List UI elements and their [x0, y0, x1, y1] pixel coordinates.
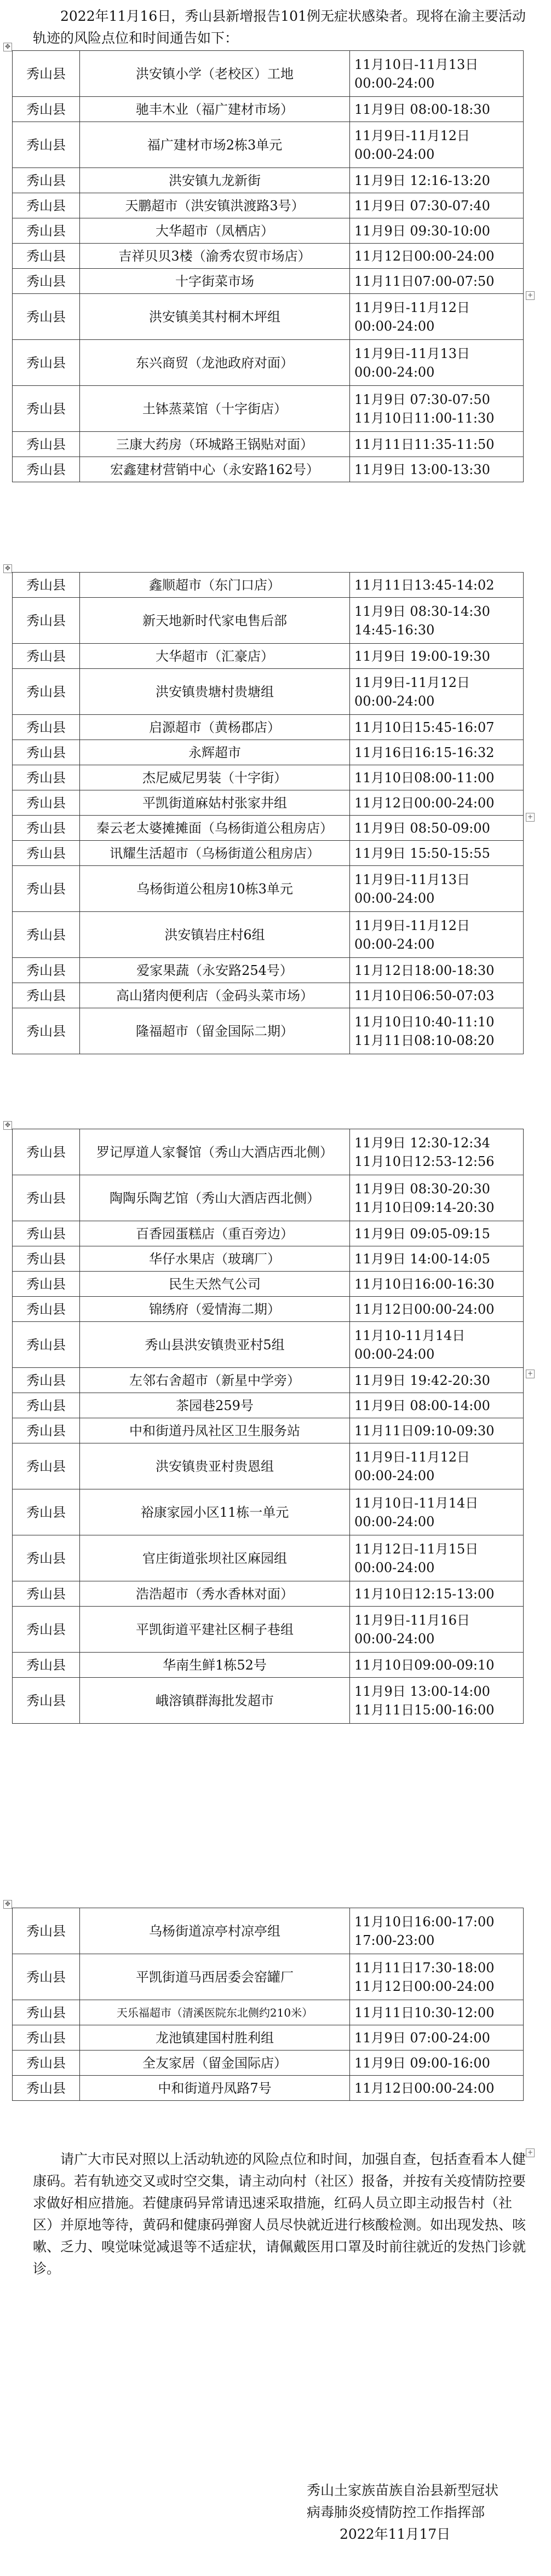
county-cell: 秀山县	[13, 2000, 80, 2025]
place-cell: 讯耀生活超市（乌杨街道公租房店）	[80, 841, 350, 866]
table-row	[13, 841, 524, 866]
time-line: 11月12日00:00-24:00	[354, 1301, 495, 1317]
table-row	[13, 2025, 524, 2051]
county-cell: 秀山县	[13, 1489, 80, 1535]
county-cell: 秀山县	[13, 598, 80, 644]
county-cell: 秀山县	[13, 432, 80, 457]
county-cell: 秀山县	[13, 1607, 80, 1653]
time-line: 11月10日16:00-17:00	[354, 1914, 495, 1930]
table-row	[13, 573, 524, 598]
county-cell: 秀山县	[13, 294, 80, 340]
place-cell: 裕康家园小区11栋一单元	[80, 1489, 350, 1535]
time-line: 11月9日 09:05-09:15	[354, 1226, 490, 1241]
time-line: 11月9日-11月12日	[354, 1449, 470, 1465]
risk-table-2	[12, 572, 524, 1054]
place-cell: 大华超市（凤栖店）	[80, 218, 350, 244]
table-row	[13, 168, 524, 193]
notice-paragraph: 请广大市民对照以上活动轨迹的风险点位和时间，加强自查，包括查看本人健康码。若有轨迹交叉或时空交集，请主动向村（社区）报备，并按有关疫情防控要求做好相应措施。若健康码异常请迅速采取措施，红码人员立即主动报告村（社区）并原地等待，黄码和健康码弹窗人员尽快就近进行核酸检测。如出现发热、咳嗽、乏力、嗅觉味觉减退等不适症状，请佩戴医用口罩及时前往就近的发热门诊就诊。	[33, 2151, 526, 2277]
time-line: 00:00-24:00	[354, 318, 435, 334]
county-cell: 秀山县	[13, 1954, 80, 2000]
place-cell: 福广建材市场2栋3单元	[80, 122, 350, 168]
place-cell: 高山猪肉便利店（金码头菜市场）	[80, 983, 350, 1008]
county-cell: 秀山县	[13, 983, 80, 1008]
county-cell: 秀山县	[13, 958, 80, 983]
table-row	[13, 1418, 524, 1443]
time-line: 11月10日16:00-16:30	[354, 1276, 495, 1292]
county-cell: 秀山县	[13, 790, 80, 816]
place-cell: 杰尼威尼男装（十字街）	[80, 765, 350, 790]
time-line: 00:00-24:00	[354, 936, 435, 952]
time-cell	[350, 1908, 524, 1954]
time-line: 11月9日-11月12日	[354, 674, 470, 690]
table-row	[13, 912, 524, 958]
county-cell: 秀山县	[13, 386, 80, 432]
time-line: 00:00-24:00	[354, 364, 435, 380]
county-cell: 秀山县	[13, 97, 80, 122]
county-cell: 秀山县	[13, 573, 80, 598]
time-line: 11月9日-11月13日	[354, 871, 470, 887]
time-cell	[350, 1175, 524, 1221]
county-cell: 秀山县	[13, 193, 80, 218]
place-cell: 全友家居（留金国际店）	[80, 2051, 350, 2076]
place-cell: 乌杨街道公租房10栋3单元	[80, 866, 350, 912]
time-line: 11月11日07:00-07:50	[354, 273, 495, 289]
time-cell	[350, 1221, 524, 1246]
time-cell	[350, 983, 524, 1008]
place-cell: 启源超市（黄杨郡店）	[80, 715, 350, 740]
time-cell	[350, 1297, 524, 1322]
county-cell: 秀山县	[13, 1175, 80, 1221]
table-row	[13, 97, 524, 122]
place-cell: 宏鑫建材营销中心（永安路162号）	[80, 457, 350, 482]
time-line: 11月9日 15:50-15:55	[354, 845, 490, 861]
county-cell: 秀山县	[13, 340, 80, 386]
time-line: 11月12日00:00-24:00	[354, 2080, 495, 2096]
time-line: 11月12日-11月15日	[354, 1541, 479, 1557]
county-cell: 秀山县	[13, 1653, 80, 1678]
table-row	[13, 1443, 524, 1489]
risk-table-4	[12, 1908, 524, 2101]
time-line: 11月10日08:00-11:00	[354, 770, 495, 785]
time-line: 11月9日-11月12日	[354, 128, 470, 143]
time-cell	[350, 2025, 524, 2051]
county-cell: 秀山县	[13, 740, 80, 765]
time-cell	[350, 1653, 524, 1678]
table-row	[13, 269, 524, 294]
time-line: 14:45-16:30	[354, 622, 435, 638]
place-cell: 百香园蛋糕店（重百旁边）	[80, 1221, 350, 1246]
table-add-handle-icon[interactable]: +	[526, 813, 535, 822]
time-line: 11月9日 14:00-14:05	[354, 1251, 490, 1267]
county-cell: 秀山县	[13, 1272, 80, 1297]
time-line: 11月9日-11月16日	[354, 1612, 470, 1628]
table-add-handle-icon[interactable]: +	[526, 2148, 535, 2157]
table-row	[13, 669, 524, 715]
county-cell: 秀山县	[13, 1297, 80, 1322]
place-cell: 峨溶镇群海批发超市	[80, 1678, 350, 1724]
time-cell	[350, 1393, 524, 1418]
time-line: 11月11日15:00-16:00	[354, 1702, 495, 1718]
county-cell: 秀山县	[13, 669, 80, 715]
time-cell	[350, 1246, 524, 1272]
table-row	[13, 1678, 524, 1724]
time-line: 11月9日 09:00-16:00	[354, 2055, 490, 2071]
time-line: 11月9日 12:16-13:20	[354, 172, 490, 188]
time-cell	[350, 1581, 524, 1607]
time-line: 11月9日 19:42-20:30	[354, 1372, 490, 1388]
place-cell: 吉祥贝贝3楼（渝秀农贸市场店）	[80, 244, 350, 269]
time-line: 11月9日 12:30-12:34	[354, 1135, 490, 1151]
time-line: 11月10日10:40-11:10	[354, 1014, 495, 1030]
place-cell: 陶陶乐陶艺馆（秀山大酒店西北侧）	[80, 1175, 350, 1221]
time-line: 11月10日12:53-12:56	[354, 1153, 495, 1169]
table-move-handle-icon[interactable]: ✥	[3, 1121, 12, 1130]
table-row	[13, 51, 524, 97]
place-cell: 平凯街道麻姑村张家井组	[80, 790, 350, 816]
place-cell: 洪安镇小学（老校区）工地	[80, 51, 350, 97]
place-cell: 洪安镇贵亚村贵恩组	[80, 1443, 350, 1489]
table-row	[13, 340, 524, 386]
time-cell	[350, 1954, 524, 2000]
time-line: 11月9日 09:30-10:00	[354, 223, 490, 239]
table-row	[13, 644, 524, 669]
table-row	[13, 218, 524, 244]
place-cell: 洪安镇美其村桐木坪组	[80, 294, 350, 340]
table-row	[13, 2076, 524, 2101]
time-line: 11月10-11月14日	[354, 1327, 466, 1343]
place-cell: 罗记厚道人家餐馆（秀山大酒店西北侧）	[80, 1129, 350, 1175]
table-row	[13, 1607, 524, 1653]
time-cell	[350, 1535, 524, 1581]
time-line: 11月9日 19:00-19:30	[354, 648, 490, 664]
time-line: 11月11日13:45-14:02	[354, 577, 495, 593]
place-cell: 三康大药房（环城路王锅贴对面）	[80, 432, 350, 457]
time-line: 11月9日 07:00-24:00	[354, 2030, 490, 2046]
table-row	[13, 2051, 524, 2076]
place-cell: 鑫顺超市（东门口店）	[80, 573, 350, 598]
table-row	[13, 765, 524, 790]
time-cell	[350, 573, 524, 598]
time-line: 00:00-24:00	[354, 1631, 435, 1647]
county-cell: 秀山县	[13, 2025, 80, 2051]
time-cell	[350, 1678, 524, 1724]
time-cell	[350, 122, 524, 168]
table-row	[13, 1129, 524, 1175]
time-cell	[350, 598, 524, 644]
place-cell: 平凯街道平建社区桐子巷组	[80, 1607, 350, 1653]
county-cell: 秀山县	[13, 1322, 80, 1368]
signature-line-1: 秀山土家族苗族自治县新型冠状	[307, 2482, 499, 2498]
time-cell	[350, 244, 524, 269]
county-cell: 秀山县	[13, 765, 80, 790]
table-row	[13, 715, 524, 740]
county-cell: 秀山县	[13, 912, 80, 958]
county-cell: 秀山县	[13, 1129, 80, 1175]
time-line: 11月12日00:00-24:00	[354, 248, 495, 264]
time-cell	[350, 1607, 524, 1653]
county-cell: 秀山县	[13, 1581, 80, 1607]
time-cell	[350, 841, 524, 866]
county-cell: 秀山县	[13, 2076, 80, 2101]
time-line: 11月9日 07:30-07:50	[354, 391, 490, 407]
time-line: 11月10日11:00-11:30	[354, 410, 495, 426]
time-cell	[350, 912, 524, 958]
time-cell	[350, 432, 524, 457]
time-cell	[350, 1129, 524, 1175]
time-cell	[350, 790, 524, 816]
time-line: 11月9日 08:50-09:00	[354, 820, 490, 836]
place-cell: 天乐福超市（清溪医院东北侧约210米）	[80, 2000, 350, 2025]
table-add-handle-icon[interactable]: +	[526, 291, 535, 300]
county-cell: 秀山县	[13, 122, 80, 168]
place-cell: 龙池镇建国村胜利组	[80, 2025, 350, 2051]
time-cell	[350, 2076, 524, 2101]
place-cell: 中和街道丹凤社区卫生服务站	[80, 1418, 350, 1443]
table-row	[13, 294, 524, 340]
table-row	[13, 1246, 524, 1272]
place-cell: 隆福超市（留金国际二期）	[80, 1008, 350, 1054]
table-row	[13, 1221, 524, 1246]
time-line: 11月9日-11月12日	[354, 917, 470, 933]
signature-line-2: 病毒肺炎疫情防控工作指挥部	[307, 2504, 485, 2520]
time-cell	[350, 1443, 524, 1489]
time-line: 11月11日17:30-18:00	[354, 1960, 495, 1976]
place-cell: 新天地新时代家电售后部	[80, 598, 350, 644]
time-cell	[350, 269, 524, 294]
county-cell: 秀山县	[13, 1418, 80, 1443]
county-cell: 秀山县	[13, 644, 80, 669]
time-cell	[350, 457, 524, 482]
table-row	[13, 432, 524, 457]
place-cell: 华南生鲜1栋52号	[80, 1653, 350, 1678]
time-cell	[350, 1418, 524, 1443]
signature-date: 2022年11月17日	[340, 2526, 451, 2542]
signature-block	[307, 2480, 537, 2545]
table-row	[13, 193, 524, 218]
county-cell: 秀山县	[13, 1246, 80, 1272]
table-row	[13, 598, 524, 644]
place-cell: 中和街道丹凤路7号	[80, 2076, 350, 2101]
time-cell	[350, 218, 524, 244]
time-cell	[350, 51, 524, 97]
time-line: 11月10日09:00-09:10	[354, 1657, 495, 1673]
county-cell: 秀山县	[13, 457, 80, 482]
county-cell: 秀山县	[13, 715, 80, 740]
time-cell	[350, 386, 524, 432]
time-cell	[350, 97, 524, 122]
time-line: 11月9日-11月12日	[354, 299, 470, 315]
place-cell: 锦绣府（爱情海二期）	[80, 1297, 350, 1322]
time-cell	[350, 1322, 524, 1368]
county-cell: 秀山县	[13, 816, 80, 841]
table-row	[13, 1489, 524, 1535]
time-cell	[350, 740, 524, 765]
time-cell	[350, 2000, 524, 2025]
time-cell	[350, 715, 524, 740]
place-cell: 土钵蒸菜馆（十字街店）	[80, 386, 350, 432]
table-row	[13, 1175, 524, 1221]
time-cell	[350, 1368, 524, 1393]
place-cell: 茶园巷259号	[80, 1393, 350, 1418]
county-cell: 秀山县	[13, 269, 80, 294]
time-cell	[350, 958, 524, 983]
time-cell	[350, 1008, 524, 1054]
time-cell	[350, 644, 524, 669]
table-row	[13, 983, 524, 1008]
table-row	[13, 740, 524, 765]
county-cell: 秀山县	[13, 1443, 80, 1489]
county-cell: 秀山县	[13, 866, 80, 912]
table-row	[13, 1954, 524, 2000]
table-row	[13, 1393, 524, 1418]
table-row	[13, 1535, 524, 1581]
county-cell: 秀山县	[13, 1221, 80, 1246]
table-row	[13, 958, 524, 983]
time-line: 11月10日06:50-07:03	[354, 987, 495, 1003]
table-move-handle-icon[interactable]: ✥	[3, 564, 12, 573]
place-cell: 天鹏超市（洪安镇洪渡路3号）	[80, 193, 350, 218]
table-move-handle-icon[interactable]: ✥	[3, 1900, 12, 1909]
time-cell	[350, 816, 524, 841]
county-cell: 秀山县	[13, 841, 80, 866]
time-cell	[350, 2051, 524, 2076]
county-cell: 秀山县	[13, 2051, 80, 2076]
table-row	[13, 1368, 524, 1393]
place-cell: 秦云老太婆摊摊面（乌杨街道公租房店）	[80, 816, 350, 841]
table-row	[13, 866, 524, 912]
time-line: 11月11日10:30-12:00	[354, 2005, 495, 2020]
place-cell: 洪安镇贵塘村贵塘组	[80, 669, 350, 715]
time-line: 11月9日 07:30-07:40	[354, 198, 490, 213]
time-line: 11月9日-11月13日	[354, 345, 470, 361]
time-cell	[350, 193, 524, 218]
time-line: 11月11日11:35-11:50	[354, 436, 495, 452]
table-row	[13, 1008, 524, 1054]
table-row	[13, 244, 524, 269]
time-line: 11月9日 13:00-14:00	[354, 1683, 490, 1699]
place-cell: 洪安镇岩庄村6组	[80, 912, 350, 958]
county-cell: 秀山县	[13, 1008, 80, 1054]
county-cell: 秀山县	[13, 1368, 80, 1393]
table-row	[13, 1322, 524, 1368]
time-line: 00:00-24:00	[354, 1560, 435, 1575]
time-line: 11月9日 08:30-20:30	[354, 1181, 490, 1197]
time-line: 00:00-24:00	[354, 146, 435, 162]
time-line: 00:00-24:00	[354, 75, 435, 91]
time-cell	[350, 765, 524, 790]
county-cell: 秀山县	[13, 244, 80, 269]
place-cell: 洪安镇九龙新街	[80, 168, 350, 193]
time-line: 00:00-24:00	[354, 1514, 435, 1529]
time-line: 11月12日00:00-24:00	[354, 795, 495, 811]
place-cell: 浩浩超市（秀水香林对面）	[80, 1581, 350, 1607]
place-cell: 华仔水果店（玻璃厂）	[80, 1246, 350, 1272]
time-line: 00:00-24:00	[354, 1468, 435, 1483]
place-cell: 东兴商贸（龙池政府对面）	[80, 340, 350, 386]
time-cell	[350, 866, 524, 912]
time-line: 11月10日12:15-13:00	[354, 1586, 495, 1602]
time-line: 00:00-24:00	[354, 1346, 435, 1362]
county-cell: 秀山县	[13, 1908, 80, 1954]
time-line: 11月12日18:00-18:30	[354, 962, 495, 978]
place-cell: 秀山县洪安镇贵亚村5组	[80, 1322, 350, 1368]
time-line: 11月9日 08:00-14:00	[354, 1397, 490, 1413]
table-row	[13, 816, 524, 841]
time-line: 11月9日 08:30-14:30	[354, 603, 490, 619]
time-line: 11月10日-11月13日	[354, 56, 479, 72]
place-cell: 永辉超市	[80, 740, 350, 765]
risk-table-3	[12, 1129, 524, 1724]
table-row	[13, 2000, 524, 2025]
place-cell: 十字街菜市场	[80, 269, 350, 294]
county-cell: 秀山县	[13, 168, 80, 193]
place-cell: 左邻右舍超市（新星中学旁）	[80, 1368, 350, 1393]
time-line: 11月9日 08:00-18:30	[354, 101, 490, 117]
time-line: 17:00-23:00	[354, 1932, 435, 1948]
time-cell	[350, 340, 524, 386]
time-line: 11月9日 13:00-13:30	[354, 461, 490, 477]
county-cell: 秀山县	[13, 218, 80, 244]
time-cell	[350, 669, 524, 715]
table-move-handle-icon[interactable]: ✥	[3, 43, 12, 51]
time-line: 11月11日09:10-09:30	[354, 1423, 495, 1439]
time-line: 11月10日09:14-20:30	[354, 1199, 495, 1215]
county-cell: 秀山县	[13, 1393, 80, 1418]
time-line: 11月11日08:10-08:20	[354, 1032, 495, 1048]
place-cell: 官庄街道张坝社区麻园组	[80, 1535, 350, 1581]
place-cell: 爱家果蔬（永安路254号）	[80, 958, 350, 983]
place-cell: 驰丰木业（福广建材市场）	[80, 97, 350, 122]
risk-table-1	[12, 50, 524, 482]
table-row	[13, 1581, 524, 1607]
time-cell	[350, 1489, 524, 1535]
table-row	[13, 457, 524, 482]
table-row	[13, 122, 524, 168]
time-line: 11月16日16:15-16:32	[354, 744, 495, 760]
table-add-handle-icon[interactable]: +	[526, 1370, 535, 1378]
table-row	[13, 1297, 524, 1322]
table-row	[13, 1653, 524, 1678]
time-line: 11月12日00:00-24:00	[354, 1978, 495, 1994]
place-cell: 平凯街道马西居委会窑罐厂	[80, 1954, 350, 2000]
time-cell	[350, 168, 524, 193]
place-cell: 民生天然气公司	[80, 1272, 350, 1297]
time-line: 11月10日-11月14日	[354, 1495, 479, 1511]
table-row	[13, 1908, 524, 1954]
county-cell: 秀山县	[13, 51, 80, 97]
place-cell: 乌杨街道凉亭村凉亭组	[80, 1908, 350, 1954]
table-row	[13, 1272, 524, 1297]
table-row	[13, 386, 524, 432]
county-cell: 秀山县	[13, 1535, 80, 1581]
time-cell	[350, 1272, 524, 1297]
county-cell: 秀山县	[13, 1678, 80, 1724]
time-line: 00:00-24:00	[354, 890, 435, 906]
time-line: 00:00-24:00	[354, 693, 435, 709]
time-cell	[350, 294, 524, 340]
time-line: 11月10日15:45-16:07	[354, 719, 495, 735]
place-cell: 大华超市（汇豪店）	[80, 644, 350, 669]
table-row	[13, 790, 524, 816]
intro-paragraph: 2022年11月16日，秀山县新增报告101例无症状感染者。现将在渝主要活动轨迹的风险点位和时间通告如下：	[33, 8, 526, 46]
